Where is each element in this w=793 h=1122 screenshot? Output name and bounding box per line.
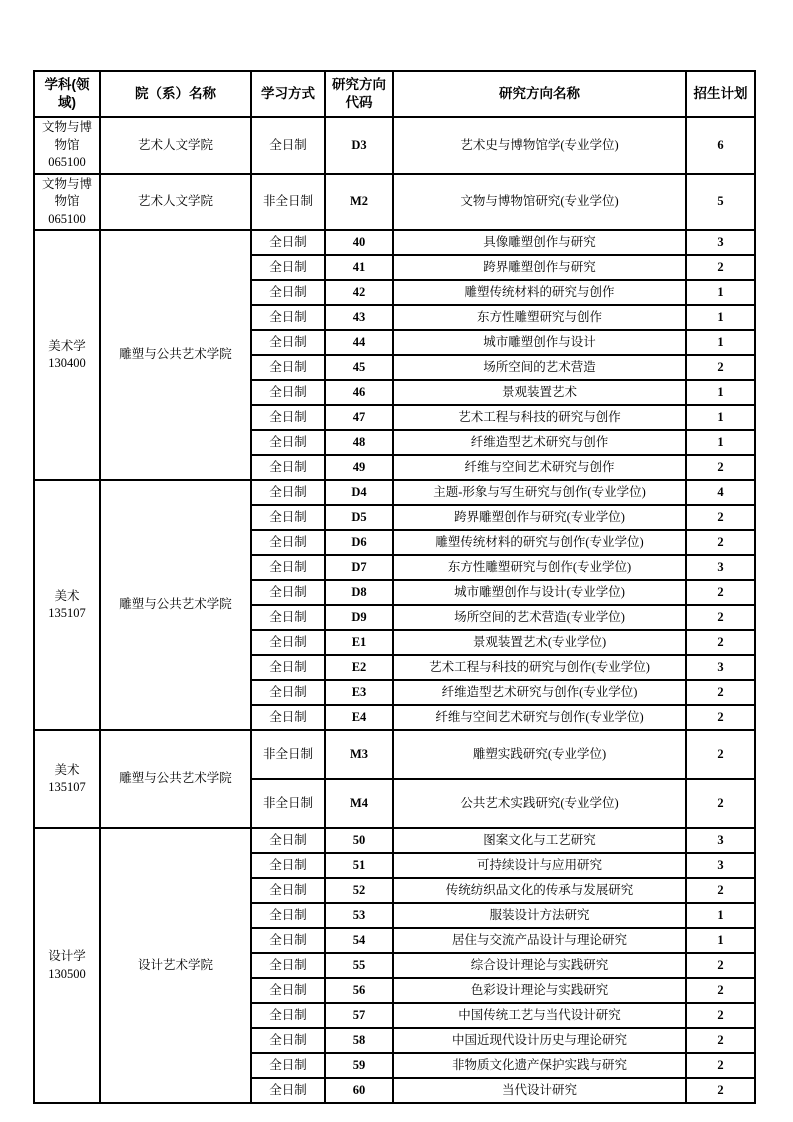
direction-name-cell: 雕塑实践研究(专业学位) bbox=[393, 730, 686, 779]
subject-code: 130500 bbox=[48, 966, 86, 981]
direction-code-cell: M4 bbox=[325, 779, 393, 828]
enrollment-plan-cell: 3 bbox=[686, 230, 755, 255]
enrollment-plan-cell: 1 bbox=[686, 330, 755, 355]
study-mode-cell: 全日制 bbox=[251, 405, 325, 430]
subject-name: 美术 bbox=[54, 588, 80, 603]
direction-code-cell: 47 bbox=[325, 405, 393, 430]
study-mode-cell: 全日制 bbox=[251, 828, 325, 853]
direction-name-cell: 中国近现代设计历史与理论研究 bbox=[393, 1028, 686, 1053]
direction-name-cell: 综合设计理论与实践研究 bbox=[393, 953, 686, 978]
direction-name-cell: 纤维造型艺术研究与创作(专业学位) bbox=[393, 680, 686, 705]
direction-code-cell: 58 bbox=[325, 1028, 393, 1053]
enrollment-plan-cell: 1 bbox=[686, 380, 755, 405]
study-mode-cell: 全日制 bbox=[251, 505, 325, 530]
study-mode-cell: 非全日制 bbox=[251, 174, 325, 231]
study-mode-cell: 全日制 bbox=[251, 480, 325, 505]
header-direction-name: 研究方向名称 bbox=[393, 71, 686, 117]
study-mode-cell: 全日制 bbox=[251, 580, 325, 605]
study-mode-cell: 全日制 bbox=[251, 455, 325, 480]
study-mode-cell: 全日制 bbox=[251, 928, 325, 953]
direction-name-cell: 非物质文化遗产保护实践与研究 bbox=[393, 1053, 686, 1078]
subject-code: 065100 bbox=[48, 211, 86, 226]
direction-code-cell: 44 bbox=[325, 330, 393, 355]
direction-code-cell: M2 bbox=[325, 174, 393, 231]
study-mode-cell: 全日制 bbox=[251, 430, 325, 455]
study-mode-cell: 全日制 bbox=[251, 255, 325, 280]
direction-code-cell: 43 bbox=[325, 305, 393, 330]
enrollment-plan-cell: 3 bbox=[686, 828, 755, 853]
study-mode-cell: 全日制 bbox=[251, 605, 325, 630]
direction-name-cell: 雕塑传统材料的研究与创作(专业学位) bbox=[393, 530, 686, 555]
study-mode-cell: 非全日制 bbox=[251, 779, 325, 828]
direction-code-cell: 60 bbox=[325, 1078, 393, 1103]
college-cell: 雕塑与公共艺术学院 bbox=[100, 230, 251, 480]
direction-name-cell: 艺术史与博物馆学(专业学位) bbox=[393, 117, 686, 174]
study-mode-cell: 全日制 bbox=[251, 117, 325, 174]
direction-name-cell: 服装设计方法研究 bbox=[393, 903, 686, 928]
direction-code-cell: 51 bbox=[325, 853, 393, 878]
direction-code-cell: D9 bbox=[325, 605, 393, 630]
enrollment-plan-cell: 1 bbox=[686, 405, 755, 430]
direction-code-cell: 56 bbox=[325, 978, 393, 1003]
enrollment-plan-cell: 2 bbox=[686, 580, 755, 605]
enrollment-plan-cell: 6 bbox=[686, 117, 755, 174]
enrollment-plan-cell: 2 bbox=[686, 530, 755, 555]
table-row bbox=[34, 730, 755, 779]
enrollment-plan-cell: 2 bbox=[686, 878, 755, 903]
header-enrollment-plan: 招生计划 bbox=[686, 71, 755, 117]
subject-cell bbox=[34, 480, 100, 730]
study-mode-cell: 全日制 bbox=[251, 1053, 325, 1078]
direction-name-cell: 图案文化与工艺研究 bbox=[393, 828, 686, 853]
study-mode-cell: 全日制 bbox=[251, 530, 325, 555]
table-row bbox=[34, 230, 755, 255]
subject-code: 135107 bbox=[48, 780, 86, 794]
subject-code: 065100 bbox=[48, 155, 86, 169]
enrollment-plan-cell: 3 bbox=[686, 853, 755, 878]
study-mode-cell: 全日制 bbox=[251, 680, 325, 705]
direction-name-cell: 跨界雕塑创作与研究 bbox=[393, 255, 686, 280]
direction-code-cell: E2 bbox=[325, 655, 393, 680]
enrollment-plan-cell: 2 bbox=[686, 630, 755, 655]
enrollment-plan-cell: 2 bbox=[686, 730, 755, 779]
subject-code: 135107 bbox=[48, 606, 86, 620]
study-mode-cell: 全日制 bbox=[251, 380, 325, 405]
direction-name-cell: 色彩设计理论与实践研究 bbox=[393, 978, 686, 1003]
direction-name-cell: 公共艺术实践研究(专业学位) bbox=[393, 779, 686, 828]
subject-code: 130400 bbox=[48, 356, 86, 370]
direction-name-cell: 景观装置艺术(专业学位) bbox=[393, 630, 686, 655]
direction-code-cell: 41 bbox=[325, 255, 393, 280]
study-mode-cell: 非全日制 bbox=[251, 730, 325, 779]
header-study-mode: 学习方式 bbox=[251, 71, 325, 117]
enrollment-plan-cell: 2 bbox=[686, 1053, 755, 1078]
subject-name: 文物与博物馆 bbox=[41, 176, 92, 208]
admissions-table bbox=[33, 70, 756, 1104]
college-cell: 雕塑与公共艺术学院 bbox=[100, 730, 251, 828]
subject-cell bbox=[34, 230, 100, 480]
direction-name-cell: 艺术工程与科技的研究与创作 bbox=[393, 405, 686, 430]
college-cell: 雕塑与公共艺术学院 bbox=[100, 480, 251, 730]
study-mode-cell: 全日制 bbox=[251, 853, 325, 878]
direction-name-cell: 文物与博物馆研究(专业学位) bbox=[393, 174, 686, 231]
subject-cell bbox=[34, 730, 100, 828]
subject-cell bbox=[34, 117, 100, 174]
direction-name-cell: 当代设计研究 bbox=[393, 1078, 686, 1103]
study-mode-cell: 全日制 bbox=[251, 655, 325, 680]
direction-code-cell: 49 bbox=[325, 455, 393, 480]
subject-name: 美术 bbox=[54, 762, 80, 777]
direction-name-cell: 景观装置艺术 bbox=[393, 380, 686, 405]
subject-name: 文物与博物馆 bbox=[41, 120, 92, 152]
college-cell: 艺术人文学院 bbox=[100, 117, 251, 174]
direction-name-cell: 跨界雕塑创作与研究(专业学位) bbox=[393, 505, 686, 530]
header-direction-code: 研究方向代码 bbox=[325, 71, 393, 117]
direction-name-cell: 城市雕塑创作与设计 bbox=[393, 330, 686, 355]
enrollment-plan-cell: 4 bbox=[686, 480, 755, 505]
enrollment-plan-cell: 2 bbox=[686, 953, 755, 978]
direction-code-cell: 59 bbox=[325, 1053, 393, 1078]
study-mode-cell: 全日制 bbox=[251, 305, 325, 330]
table-row bbox=[34, 174, 755, 231]
study-mode-cell: 全日制 bbox=[251, 555, 325, 580]
enrollment-plan-cell: 2 bbox=[686, 355, 755, 380]
enrollment-plan-cell: 2 bbox=[686, 705, 755, 730]
study-mode-cell: 全日制 bbox=[251, 705, 325, 730]
table-row bbox=[34, 480, 755, 505]
enrollment-plan-cell: 1 bbox=[686, 305, 755, 330]
direction-name-cell: 主题-形象与写生研究与创作(专业学位) bbox=[393, 480, 686, 505]
direction-code-cell: 42 bbox=[325, 280, 393, 305]
direction-code-cell: D7 bbox=[325, 555, 393, 580]
table-row bbox=[34, 828, 755, 853]
study-mode-cell: 全日制 bbox=[251, 878, 325, 903]
enrollment-plan-cell: 5 bbox=[686, 174, 755, 231]
direction-code-cell: 50 bbox=[325, 828, 393, 853]
study-mode-cell: 全日制 bbox=[251, 230, 325, 255]
enrollment-plan-cell: 2 bbox=[686, 255, 755, 280]
direction-name-cell: 可持续设计与应用研究 bbox=[393, 853, 686, 878]
direction-name-cell: 东方性雕塑研究与创作(专业学位) bbox=[393, 555, 686, 580]
direction-code-cell: E3 bbox=[325, 680, 393, 705]
enrollment-plan-cell: 2 bbox=[686, 779, 755, 828]
direction-name-cell: 居住与交流产品设计与理论研究 bbox=[393, 928, 686, 953]
direction-code-cell: 57 bbox=[325, 1003, 393, 1028]
subject-cell bbox=[34, 828, 100, 1103]
direction-code-cell: E4 bbox=[325, 705, 393, 730]
direction-code-cell: E1 bbox=[325, 630, 393, 655]
study-mode-cell: 全日制 bbox=[251, 630, 325, 655]
study-mode-cell: 全日制 bbox=[251, 978, 325, 1003]
direction-name-cell: 具像雕塑创作与研究 bbox=[393, 230, 686, 255]
study-mode-cell: 全日制 bbox=[251, 280, 325, 305]
direction-name-cell: 纤维造型艺术研究与创作 bbox=[393, 430, 686, 455]
direction-code-cell: 54 bbox=[325, 928, 393, 953]
enrollment-plan-cell: 2 bbox=[686, 1028, 755, 1053]
direction-name-cell: 城市雕塑创作与设计(专业学位) bbox=[393, 580, 686, 605]
direction-code-cell: 53 bbox=[325, 903, 393, 928]
direction-name-cell: 场所空间的艺术营造 bbox=[393, 355, 686, 380]
direction-code-cell: 40 bbox=[325, 230, 393, 255]
direction-name-cell: 纤维与空间艺术研究与创作 bbox=[393, 455, 686, 480]
direction-name-cell: 东方性雕塑研究与创作 bbox=[393, 305, 686, 330]
study-mode-cell: 全日制 bbox=[251, 1078, 325, 1103]
direction-code-cell: M3 bbox=[325, 730, 393, 779]
enrollment-plan-cell: 2 bbox=[686, 1003, 755, 1028]
direction-name-cell: 纤维与空间艺术研究与创作(专业学位) bbox=[393, 705, 686, 730]
enrollment-plan-cell: 1 bbox=[686, 430, 755, 455]
study-mode-cell: 全日制 bbox=[251, 903, 325, 928]
enrollment-plan-cell: 2 bbox=[686, 455, 755, 480]
study-mode-cell: 全日制 bbox=[251, 1028, 325, 1053]
subject-cell bbox=[34, 174, 100, 231]
direction-code-cell: 46 bbox=[325, 380, 393, 405]
enrollment-plan-cell: 2 bbox=[686, 680, 755, 705]
study-mode-cell: 全日制 bbox=[251, 355, 325, 380]
direction-name-cell: 雕塑传统材料的研究与创作 bbox=[393, 280, 686, 305]
direction-name-cell: 中国传统工艺与当代设计研究 bbox=[393, 1003, 686, 1028]
direction-code-cell: 48 bbox=[325, 430, 393, 455]
table-row bbox=[34, 117, 755, 174]
enrollment-plan-cell: 2 bbox=[686, 505, 755, 530]
direction-code-cell: D3 bbox=[325, 117, 393, 174]
direction-name-cell: 艺术工程与科技的研究与创作(专业学位) bbox=[393, 655, 686, 680]
college-cell: 设计艺术学院 bbox=[100, 828, 251, 1103]
study-mode-cell: 全日制 bbox=[251, 330, 325, 355]
direction-code-cell: D8 bbox=[325, 580, 393, 605]
direction-code-cell: 55 bbox=[325, 953, 393, 978]
direction-code-cell: 45 bbox=[325, 355, 393, 380]
enrollment-plan-cell: 3 bbox=[686, 555, 755, 580]
enrollment-plan-cell: 2 bbox=[686, 605, 755, 630]
enrollment-plan-cell: 2 bbox=[686, 978, 755, 1003]
direction-code-cell: D4 bbox=[325, 480, 393, 505]
direction-name-cell: 场所空间的艺术营造(专业学位) bbox=[393, 605, 686, 630]
table-body bbox=[34, 117, 755, 1103]
subject-name: 设计学 bbox=[48, 949, 86, 963]
college-cell: 艺术人文学院 bbox=[100, 174, 251, 231]
enrollment-plan-cell: 1 bbox=[686, 280, 755, 305]
enrollment-plan-cell: 1 bbox=[686, 928, 755, 953]
direction-code-cell: 52 bbox=[325, 878, 393, 903]
header-subject: 学科(领域) bbox=[34, 71, 100, 117]
direction-code-cell: D5 bbox=[325, 505, 393, 530]
header-college: 院（系）名称 bbox=[100, 71, 251, 117]
study-mode-cell: 全日制 bbox=[251, 953, 325, 978]
enrollment-plan-cell: 1 bbox=[686, 903, 755, 928]
direction-code-cell: D6 bbox=[325, 530, 393, 555]
direction-name-cell: 传统纺织品文化的传承与发展研究 bbox=[393, 878, 686, 903]
enrollment-plan-cell: 3 bbox=[686, 655, 755, 680]
subject-name: 美术学 bbox=[48, 338, 86, 353]
enrollment-plan-cell: 2 bbox=[686, 1078, 755, 1103]
study-mode-cell: 全日制 bbox=[251, 1003, 325, 1028]
table-header-row bbox=[34, 71, 755, 117]
